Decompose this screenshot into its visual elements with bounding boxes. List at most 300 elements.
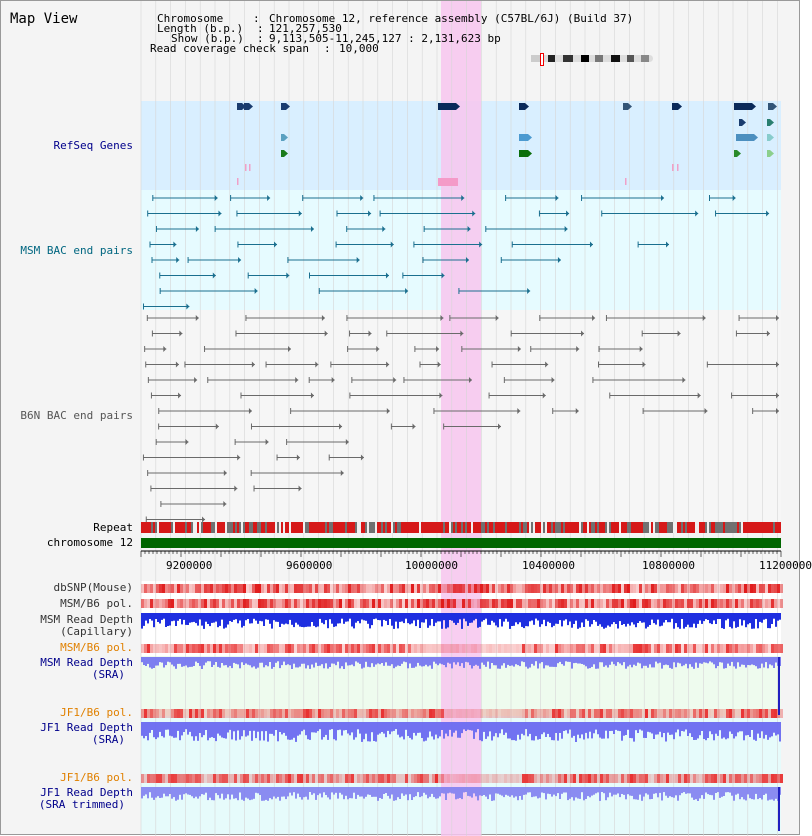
track-label-msm-b6-pol[interactable]: MSM/B6 pol. [60,597,133,610]
read-depth-bar [243,787,245,801]
heat-cell [558,599,561,608]
read-depth-bar [655,657,657,662]
repeat-segment [305,522,307,533]
read-depth-bar [207,787,209,800]
read-depth-bar [737,787,739,794]
heat-cell [312,599,315,608]
heat-cell [237,599,240,608]
read-depth-bar [549,613,551,623]
read-depth-bar [179,722,181,740]
read-depth-bar [413,657,415,668]
read-depth-bar [643,657,645,666]
read-depth-bar [575,613,577,621]
heat-cell [429,709,432,718]
read-depth-bar [457,613,459,623]
heat-cell [705,644,708,653]
heat-cell [168,709,171,718]
heat-cell [309,709,312,718]
heat-cell [390,599,393,608]
read-depth-bar [537,722,539,740]
msm-bac-end [558,257,561,263]
heat-cell [192,644,195,653]
read-depth-bar [707,722,709,738]
read-depth-bar [639,787,641,795]
read-depth-bar [165,657,167,665]
read-depth-bar [331,613,333,624]
heat-cell [618,599,621,608]
heat-cell [399,644,402,653]
read-depth-bar [665,787,667,796]
read-depth-bar [221,722,223,738]
heat-cell [456,709,459,718]
heat-cell [513,584,516,593]
heat-cell [753,644,756,653]
refseq-gene [519,103,525,110]
read-depth-bar [649,787,651,799]
heat-cell [693,709,696,718]
read-depth-bar [167,657,169,662]
read-depth-bar [257,613,259,624]
heat-cell [192,599,195,608]
track-label-jf1-b6-pol[interactable]: JF1/B6 pol. [60,706,133,719]
read-depth-bar [255,657,257,669]
read-depth-bar [287,722,289,740]
heat-cell [660,584,663,593]
repeat-segment [543,522,545,533]
read-depth-bar [173,787,175,797]
heat-cell [474,584,477,593]
heat-cell [720,644,723,653]
read-depth-bar [485,787,487,797]
repeat-segment [601,522,603,533]
heat-cell [429,644,432,653]
heat-cell [258,774,261,783]
repeat-segment [269,522,271,533]
repeat-segment [161,522,163,533]
read-depth-bar [617,722,619,731]
read-depth-bar [713,657,715,664]
read-depth-bar [397,613,399,628]
chromosome-ideogram[interactable] [531,54,653,63]
read-depth-bar [319,722,321,729]
read-depth-bar [693,657,695,669]
heat-cell [654,599,657,608]
heat-cell [216,774,219,783]
heat-cell [540,774,543,783]
read-depth-bar [495,722,497,733]
read-depth-bar [179,613,181,619]
heat-cell [444,599,447,608]
heat-cell [231,774,234,783]
heat-cell [333,709,336,718]
read-depth-bar [441,787,443,793]
heat-cell [174,774,177,783]
track-label-repeat[interactable]: Repeat [93,521,133,534]
heat-cell [636,774,639,783]
heat-cell [258,644,261,653]
heat-cell [321,584,324,593]
heat-cell [669,584,672,593]
heat-cell [441,644,444,653]
track-label-jf1-depth-sra[interactable]: JF1 Read Depth (SRA) [40,721,133,746]
heat-cell [462,774,465,783]
repeat-segment [247,522,249,533]
heat-cell [372,709,375,718]
heat-cell [450,709,453,718]
read-depth-bar [703,657,705,662]
heat-cell [471,584,474,593]
read-depth-bar [181,613,183,624]
heat-cell [636,709,639,718]
read-depth-bar [517,722,519,735]
heat-cell [411,644,414,653]
read-depth-bar [311,613,313,622]
repeat-segment [315,522,317,533]
heat-cell [579,599,582,608]
heat-cell [651,644,654,653]
read-depth-bar [639,613,641,621]
read-depth-bar [321,787,323,797]
heat-cell [624,774,627,783]
heat-cell [369,774,372,783]
heat-cell [552,599,555,608]
read-depth-bar [759,657,761,668]
heat-cell [438,774,441,783]
read-depth-bar [527,657,529,669]
read-depth-bar [763,657,765,668]
read-depth-bar [141,787,143,798]
read-depth-bar [449,722,451,730]
repeat-segment [439,522,441,533]
heat-cell [669,709,672,718]
track-label-refseq[interactable]: RefSeq Genes [53,139,133,152]
msm-bac-end [274,242,277,248]
heat-cell [744,599,747,608]
repeat-segment [691,522,693,533]
read-depth-bar [687,787,689,793]
heat-cell [435,599,438,608]
heat-cell [360,584,363,593]
read-depth-bar [503,722,505,735]
read-depth-bar [599,657,601,662]
read-depth-bar [709,722,711,731]
heat-cell [600,774,603,783]
read-depth-bar [557,722,559,741]
read-depth-bar [195,613,197,623]
heat-cell [387,644,390,653]
heat-cell [390,644,393,653]
read-depth-bar [233,613,235,620]
repeat-segment [509,522,511,533]
repeat-segment [767,522,769,533]
repeat-segment [547,522,549,533]
read-depth-bar [293,787,295,792]
read-depth-bar [627,657,629,666]
msm-bac-end [357,257,360,263]
axis-tick-label: 9600000 [286,559,333,572]
read-depth-bar [773,722,775,733]
read-depth-bar [473,787,475,793]
read-depth-bar [719,657,721,662]
heat-cell [414,584,417,593]
repeat-segment [347,522,349,533]
read-depth-bar [455,787,457,799]
read-depth-bar [421,613,423,622]
read-depth-bar [427,613,429,628]
read-depth-bar [737,613,739,627]
repeat-segment [557,522,559,533]
read-depth-bar [459,657,461,666]
heat-cell [609,774,612,783]
heat-cell [366,709,369,718]
track-label-dbsnp[interactable]: dbSNP(Mouse) [53,581,133,594]
heat-cell [381,644,384,653]
read-depth-bar [391,787,393,795]
read-depth-bar [379,787,381,798]
repeat-segment [227,522,229,533]
read-depth-bar [625,613,627,627]
read-depth-bar [161,787,163,798]
repeat-segment [413,522,415,533]
heat-cell [642,584,645,593]
read-depth-bar [653,722,655,739]
heat-cell [645,709,648,718]
read-depth-bar [427,657,429,666]
heat-cell [627,709,630,718]
heat-cell [732,774,735,783]
heat-cell [564,774,567,783]
read-depth-bar [647,787,649,795]
heat-cell [738,599,741,608]
repeat-segment [487,522,489,533]
read-depth-bar [347,657,349,666]
repeat-segment [281,522,283,533]
read-depth-bar [155,787,157,798]
read-depth-bar [451,613,453,621]
read-depth-bar [231,787,233,795]
heat-cell [678,599,681,608]
read-depth-bar [579,657,581,664]
heat-cell [423,774,426,783]
b6n-bac-end [678,331,681,337]
heat-cell [276,584,279,593]
heat-cell [714,774,717,783]
read-depth-bar [621,657,623,665]
heat-cell [447,774,450,783]
heat-cell [228,584,231,593]
track-label-msm-bac[interactable]: MSM BAC end pairs [20,244,133,257]
heat-cell [651,599,654,608]
read-depth-bar [493,657,495,665]
gene-arrow [773,103,777,110]
read-depth-bar [273,657,275,667]
heat-cell [675,644,678,653]
read-depth-bar [435,613,437,623]
read-depth-bar [579,787,581,799]
read-depth-bar [181,722,183,735]
repeat-segment [285,522,287,533]
heat-cell [729,644,732,653]
read-depth-bar [603,722,605,739]
read-depth-bar [221,613,223,620]
track-label-jf1-b6-pol-2[interactable]: JF1/B6 pol. [60,771,133,784]
read-depth-bar [255,613,257,621]
heat-cell [480,584,483,593]
read-depth-bar [469,722,471,730]
read-depth-bar [291,613,293,625]
heat-cell [687,584,690,593]
read-depth-bar [719,722,721,730]
read-depth-bar [481,613,483,622]
read-depth-bar [469,787,471,796]
b6n-bac-end [295,377,298,383]
repeat-segment [291,522,293,533]
repeat-segment [193,522,195,533]
read-depth-bar [193,722,195,741]
read-depth-bar [335,657,337,665]
heat-cell [363,599,366,608]
repeat-segment [589,522,591,533]
read-depth-bar [769,613,771,628]
read-depth-bar [317,722,319,731]
read-depth-bar [711,722,713,734]
repeat-segment [537,522,539,533]
heat-cell [774,709,777,718]
length-colon: : [257,22,271,35]
track-label-msm-b6-pol-2[interactable]: MSM/B6 pol. [60,641,133,654]
read-depth-bar [713,722,715,740]
read-depth-bar [183,787,185,794]
heat-cell [369,709,372,718]
heat-cell [498,709,501,718]
read-depth-bar [701,613,703,624]
repeat-segment [723,522,725,533]
chromosome-label: Chromosome [157,12,224,25]
chromosome-value: Chromosome 12, reference assembly (C57BL/6J) (Build 37) [269,12,634,25]
read-depth-bar [589,787,591,797]
heat-cell [630,709,633,718]
read-depth-bar [735,613,737,628]
repeat-segment [179,522,181,533]
heat-cell [645,774,648,783]
read-depth-bar [645,613,647,629]
heat-cell [627,644,630,653]
repeat-segment [181,522,183,533]
read-depth-bar [631,613,633,622]
read-depth-bar [723,787,725,796]
read-depth-bar [769,787,771,800]
heat-cell [606,774,609,783]
read-depth-bar [493,722,495,736]
heat-cell [678,644,681,653]
read-depth-bar [401,787,403,793]
heat-cell [642,774,645,783]
read-depth-bar [277,787,279,797]
read-depth-bar [269,787,271,798]
read-depth-bar [591,657,593,667]
read-depth-bar [611,787,613,796]
heat-cell [603,599,606,608]
heat-cell [315,774,318,783]
heat-cell [399,599,402,608]
repeat-segment [389,522,391,533]
heat-cell [576,599,579,608]
heat-cell [408,774,411,783]
heat-cell [168,584,171,593]
heat-cell [759,774,762,783]
read-depth-bar [313,787,315,793]
track-label-msm-depth-capillary[interactable]: MSM Read Depth (Capillary) [40,613,133,638]
track-label-msm-depth-sra[interactable]: MSM Read Depth (SRA) [40,656,133,681]
read-depth-bar [247,722,249,736]
read-depth-bar [463,722,465,729]
heat-cell [390,584,393,593]
read-depth-bar [651,787,653,799]
repeat-segment [467,522,469,533]
read-depth-bar [275,657,277,663]
repeat-segment [597,522,599,533]
read-depth-bar [433,613,435,626]
read-depth-bar [695,722,697,740]
msm-bac-end [527,288,530,294]
track-label-jf1-depth-trimmed[interactable]: JF1 Read Depth (SRA trimmed) [38,786,133,811]
heat-cell [519,599,522,608]
repeat-segment [209,522,211,533]
heat-cell [729,599,732,608]
heat-cell [717,599,720,608]
read-depth-bar [461,657,463,663]
read-depth-bar [197,613,199,626]
heat-cell [189,709,192,718]
read-depth-bar [741,613,743,626]
read-depth-bar [427,787,429,798]
read-depth-bar [747,722,749,735]
heat-cell [483,644,486,653]
heat-cell [753,584,756,593]
heat-cell [624,644,627,653]
heat-cell [726,644,729,653]
heat-cell [720,774,723,783]
heat-cell [201,599,204,608]
read-depth-bar [457,722,459,738]
heat-cell [525,709,528,718]
read-depth-bar [407,787,409,800]
repeat-segment [213,522,215,533]
heat-cell [201,774,204,783]
read-depth-bar [161,613,163,620]
track-label-b6n-bac[interactable]: B6N BAC end pairs [20,409,133,422]
read-depth-spike [778,657,780,715]
heat-cell [225,584,228,593]
read-depth-bar [769,657,771,664]
read-depth-bar [583,787,585,800]
heat-cell [603,774,606,783]
heat-cell [273,774,276,783]
read-depth-bar [199,722,201,733]
read-depth-bar [449,613,451,620]
heat-cell [291,709,294,718]
read-depth-bar [355,657,357,661]
read-depth-bar [393,722,395,731]
heat-cell [426,709,429,718]
heat-cell [708,709,711,718]
repeat-segment [687,522,689,533]
read-depth-bar [147,657,149,664]
read-depth-bar [357,787,359,795]
heat-cell [324,584,327,593]
read-depth-bar [279,787,281,801]
read-depth-bar [155,657,157,666]
